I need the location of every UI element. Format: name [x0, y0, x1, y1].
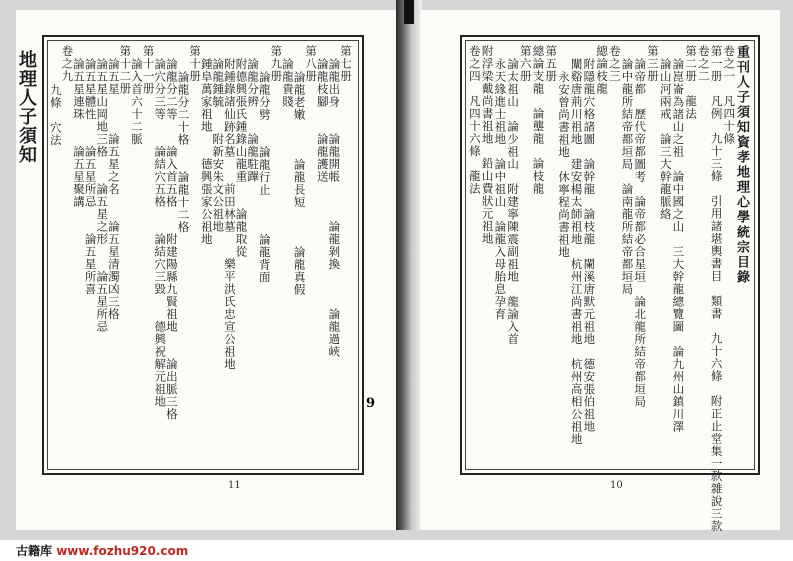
- right-page: [420, 10, 780, 533]
- toc-column-r1: 重刊人子須知資孝地理心學統宗目錄: [734, 45, 749, 285]
- toc-column-c21: 論五星 論五星之名 論五星清濁凶三格: [106, 58, 121, 321]
- spine-title-text: 地理人子須知: [16, 50, 37, 164]
- spine-title: [16, 50, 42, 430]
- toc-column-c15: 論龍分二十格 論龍十二格: [176, 71, 191, 234]
- toc-column-r8: 第三册: [645, 45, 660, 83]
- toc-column-c3: 論龍枝腳 論龍護送: [315, 58, 330, 183]
- left-page-frame: [42, 35, 364, 475]
- toc-column-c4: 第八册: [304, 45, 319, 83]
- watermark-bar: [0, 540, 793, 561]
- left-page-columns: [48, 45, 354, 465]
- toc-column-r12: 總論枝龍: [595, 45, 610, 95]
- toc-column-c26: 九條 穴法: [48, 84, 63, 147]
- book-gutter: [396, 0, 422, 530]
- toc-column-c11: 附鍾錄諸仙跡名墓 前田林墓 樂平洪氏忠宣公祖地: [222, 58, 237, 371]
- toc-column-r2: 卷之一 凡四十條: [722, 45, 737, 145]
- gutter-shadow: [404, 0, 414, 24]
- toc-column-r9: 論帝都 歷代帝都圖考 論帝都必合星垣 論北龍所結帝都垣局: [633, 58, 648, 408]
- toc-column-c12: 論龍鍾毓 附新安朱文公祖地: [211, 58, 226, 233]
- toc-column-c16: 論龍分二等 論入首五格 附建陽縣九賢祖地 論出脈三格: [164, 58, 179, 421]
- right-page-number: 10: [610, 480, 623, 491]
- toc-column-r4: 卷之二: [696, 45, 711, 83]
- toc-column-r11: 卷之三: [607, 45, 622, 83]
- toc-column-c18: 第十一册: [141, 45, 156, 95]
- toc-column-r6: 論崑崙為諸山之祖 論中國之山 三大幹龍總覽圖 論九州山鎮川澤: [671, 58, 686, 433]
- watermark-text[interactable]: [16, 542, 188, 559]
- toc-column-r3: 第一册 凡例 九十三條 引用諸堪輿書目 類書 九十六條 附正止堂集一款雜說三款: [709, 45, 724, 533]
- toc-column-c7: 第九册: [269, 45, 284, 83]
- toc-column-r7: 論山河兩戒 論三大幹龍脈絡: [658, 58, 673, 221]
- toc-column-c10: 附德興張氏鍾錄山龍重 論龍取從: [234, 58, 249, 258]
- toc-column-c24: 論五星連珠 論五星聚講: [71, 58, 86, 208]
- toc-column-c8: 論龍分劈 論龍行止 論龍背面: [257, 71, 272, 284]
- toc-column-r14: 闡谿唐荊川祖地 建安楊太師祖地 杭州江尚書祖地 杭州高相公祖地: [569, 58, 584, 446]
- toc-column-r15: 永安曾尚書祖地 休寧程尚書祖地: [556, 71, 571, 259]
- toc-column-r18: 第六册: [518, 45, 533, 83]
- toc-column-r13: 附隱龍穴格諸圖 論幹龍 論枝龍 闌溪唐默元祖地 德安張伯祖地: [582, 58, 597, 433]
- toc-column-c13: 鍾阜萬家祖地 德興張家公祖地: [199, 58, 214, 246]
- toc-column-c6: 論龍貴賤: [280, 58, 295, 108]
- toc-column-r5: 第二册 龍法: [684, 45, 699, 120]
- toc-column-r19: 論太祖山 論少祖山 附建寧陳震副祖地 龍論入首: [506, 58, 521, 346]
- toc-column-c20: 第十二册: [118, 45, 133, 95]
- toc-column-c5: 論龍老嫩 論龍長短 論龍真假: [292, 71, 307, 296]
- toc-column-r20: 永天緣進士祖地 論中祖山 論龍入母胎息孕育: [493, 58, 508, 321]
- watermark-site: 古籍库: [16, 544, 53, 558]
- toc-column-r22: 卷之四 凡四十六條 龍法: [467, 45, 482, 195]
- toc-column-c17: 論穴分三等 論結穴五格 論結穴三毀 德興祝解元祖地: [153, 58, 168, 408]
- toc-column-c25: 卷之九: [60, 45, 75, 83]
- margin-number: 9: [366, 396, 376, 411]
- toc-column-c14: 第十册: [188, 45, 203, 83]
- toc-column-c22: 論五星山岡地三格 論五星之形 論五星所忌: [95, 58, 110, 333]
- watermark-url[interactable]: www.fozhu920.com: [56, 544, 189, 558]
- toc-column-r16: 第五册: [544, 45, 559, 83]
- toc-column-c9: 論龍分辨 論龍駐蹕: [246, 58, 261, 183]
- toc-column-c2: 論龍出身 論龍開帳 論龍剝換 論龍過峽: [327, 58, 342, 358]
- toc-column-r10: 論中龍所結帝都垣局 論南龍所結帝都垣局: [620, 58, 635, 296]
- toc-column-r17: 總論支龍 論壟龍 論枝龍: [531, 45, 546, 195]
- left-page: [16, 10, 398, 530]
- left-page-number: 11: [228, 480, 241, 491]
- toc-column-c1: 第七册: [339, 45, 353, 83]
- toc-column-r21: 附浮梁戴尚書祖地 鉛山費狀元祖地: [480, 45, 495, 245]
- toc-column-c19: 論入首六十二脈: [130, 58, 145, 146]
- toc-column-c23: 論五星體性 論五星所忌 論五星所喜: [83, 58, 98, 296]
